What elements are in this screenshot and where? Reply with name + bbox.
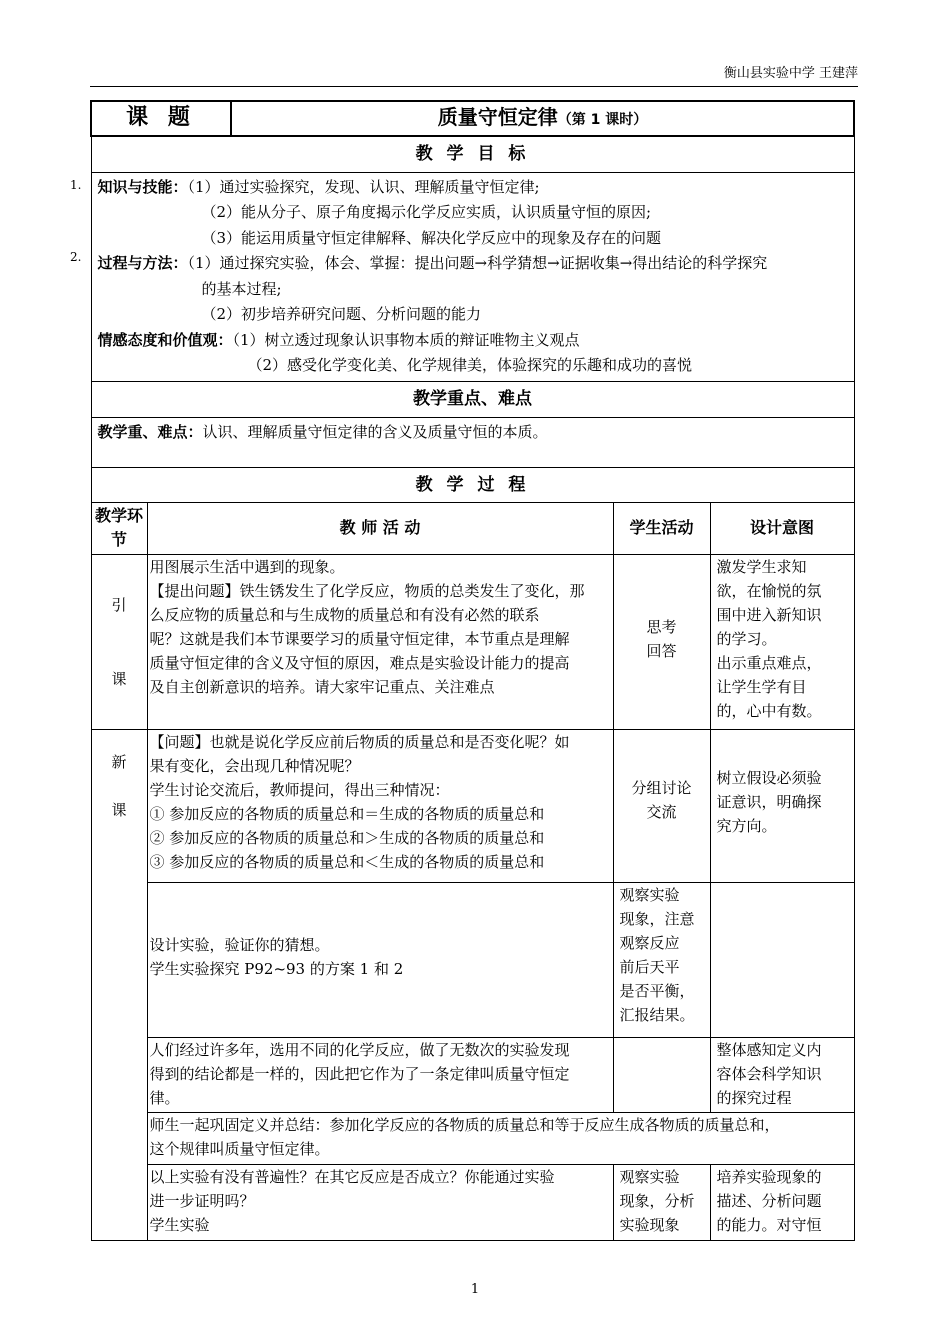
keypoints-text: 认识、理解质量守恒定律的含义及质量守恒的本质。 <box>202 422 548 441</box>
process-heading-row <box>91 467 854 502</box>
newlesson-row2-student-line-1: 观察实验 <box>619 885 680 904</box>
intro-teacher-line-1: 用图展示生活中遇到的现象。 <box>149 557 345 576</box>
newlesson-row5-teacher-line-2: 进一步证明吗？ <box>149 1191 255 1210</box>
title-cell <box>231 101 854 136</box>
newlesson-row2-student-line-4: 前后天平 <box>619 957 680 976</box>
keypoints-heading-cell <box>91 381 854 417</box>
newlesson-row3-teacher-line-1: 人们经过许多年，选用不同的化学反应，做了无数次的实验发现 <box>149 1040 570 1059</box>
newlesson-row4-line-1: 师生一起巩固定义并总结：参加化学反应的各物质的质量总和等于反应生成各物质的质量总和， <box>149 1115 780 1134</box>
intro-intent-cell <box>710 554 854 729</box>
keypoints-heading: 教学重点、难点 <box>413 389 533 409</box>
newlesson-row5-intent-line-1: 培养实验现象的 <box>716 1167 822 1186</box>
newlesson-row3-intent-line-3: 的探究过程 <box>716 1088 792 1107</box>
emotion-item-2: （2）感受化学变化美、化学规律美，体验探究的乐趣和成功的喜悦 <box>247 356 693 374</box>
emotion-item-1: （1）树立透过现象认识事物本质的辩证唯物主义观点 <box>232 330 580 349</box>
objectives-row <box>91 172 854 381</box>
newlesson-row1-intent-line-1: 树立假设必须验 <box>716 768 822 787</box>
newlesson-row5-intent-line-3: 的能力。对守恒 <box>716 1215 822 1234</box>
process-item-2: （2）初步培养研究问题、分析问题的能力 <box>201 305 482 323</box>
newlesson-row-4 <box>91 1112 854 1164</box>
col-header-intent-label: 设计意图 <box>750 518 815 537</box>
intro-intent-line-6: 让学生学有目 <box>716 677 807 696</box>
newlesson-row4-line-2: 这个规律叫质量守恒定律。 <box>149 1139 330 1158</box>
keypoints-heading-row <box>91 381 854 417</box>
newlesson-row2-student-line-3: 观察反应 <box>619 933 680 952</box>
keypoints-row <box>91 417 854 467</box>
list-marker-2: 2. <box>70 250 82 264</box>
newlesson-stage-cell <box>91 729 147 1240</box>
newlesson-row-1 <box>91 729 854 882</box>
newlesson-row1-intent-line-2: 证意识，明确探 <box>716 792 822 811</box>
intro-row <box>91 554 854 729</box>
col-header-student <box>613 502 710 554</box>
intro-intent-line-1: 激发学生求知 <box>716 557 807 576</box>
keypoints-label: 教学重、难点： <box>97 422 203 441</box>
newlesson-row3-teacher-line-3: 律。 <box>149 1088 180 1107</box>
header-school: 衡山县实验中学 王建萍 <box>723 66 858 81</box>
newlesson-row1-student-line-2: 交流 <box>646 802 677 821</box>
col-header-teacher <box>147 502 613 554</box>
intro-student-line-2: 回答 <box>646 641 677 660</box>
col-header-student-label: 学生活动 <box>629 518 694 537</box>
newlesson-row5-student-cell <box>613 1164 710 1240</box>
intro-stage-1: 引 <box>111 595 127 614</box>
objectives-heading-row <box>91 136 854 172</box>
title-label-cell <box>91 101 231 136</box>
newlesson-row5-teacher-line-1: 以上实验有没有普遍性？在其它反应是否成立？你能通过实验 <box>149 1167 555 1186</box>
newlesson-row5-intent-cell <box>710 1164 854 1240</box>
newlesson-row2-student-line-5: 是否平衡， <box>619 981 695 1000</box>
intro-stage-2: 课 <box>111 669 127 688</box>
newlesson-row1-student-cell <box>613 729 710 882</box>
process-label: 过程与方法： <box>97 254 188 272</box>
newlesson-row1-intent-cell <box>710 729 854 882</box>
col-header-teacher-label: 教 师 活 动 <box>339 518 421 537</box>
newlesson-stage-1: 新 <box>111 752 127 771</box>
newlesson-row1-teacher-line-5: ② 参加反应的各物质的质量总和＞生成的各物质的质量总和 <box>149 828 545 847</box>
intro-teacher-line-4: 呢？这就是我们本节课要学习的质量守恒定律，本节重点是理解 <box>149 629 570 648</box>
newlesson-row3-intent-cell <box>710 1037 854 1112</box>
intro-intent-line-5: 出示重点难点， <box>716 653 822 672</box>
newlesson-row3-teacher-cell <box>147 1037 613 1112</box>
emotion-label: 情感态度和价值观： <box>97 330 233 349</box>
lesson-plan-table <box>90 100 855 1241</box>
intro-teacher-cell <box>147 554 613 729</box>
process-item-1: （1）通过探究实验，体会、掌握：提出问题→科学猜想→证据收集→得出结论的科学探究 <box>187 254 768 272</box>
intro-teacher-line-2: 【提出问题】铁生锈发生了化学反应，物质的总类发生了变化，那 <box>149 581 585 600</box>
newlesson-row3-intent-line-2: 容体会科学知识 <box>716 1064 822 1083</box>
intro-teacher-line-3: 么反应物的质量总和与生成物的质量总和有没有必然的联系 <box>149 605 540 624</box>
newlesson-row2-student-line-2: 现象，注意 <box>619 909 695 928</box>
knowledge-label: 知识与技能： <box>97 177 188 196</box>
intro-intent-line-4: 的学习。 <box>716 629 777 648</box>
intro-stage-cell <box>91 554 147 729</box>
newlesson-row1-teacher-line-3: 学生讨论交流后，教师提问，得出三种情况： <box>149 780 450 799</box>
intro-intent-line-7: 的，心中有数。 <box>716 701 822 720</box>
newlesson-row5-student-line-2: 现象，分析 <box>619 1191 695 1210</box>
list-marker-1: 1. <box>70 178 82 192</box>
col-header-stage <box>91 502 147 554</box>
knowledge-item-2: （2）能从分子、原子角度揭示化学反应实质，认识质量守恒的原因; <box>201 203 652 221</box>
title-row <box>91 101 854 136</box>
intro-student-cell <box>613 554 710 729</box>
newlesson-row-2 <box>91 882 854 1037</box>
newlesson-row2-intent-cell <box>710 882 854 1037</box>
process-heading: 教 学 过 程 <box>415 474 530 495</box>
knowledge-item-1: （1）通过实验探究，发现、认识、理解质量守恒定律; <box>187 177 540 196</box>
objectives-cell <box>91 172 854 381</box>
newlesson-row5-student-line-1: 观察实验 <box>619 1167 680 1186</box>
newlesson-row1-teacher-line-2: 果有变化，会出现几种情况呢？ <box>149 756 360 775</box>
newlesson-row5-student-line-3: 实验现象 <box>619 1215 680 1234</box>
newlesson-row2-teacher-line-2: 学生实验探究 P92~93 的方案 1 和 2 <box>149 959 404 978</box>
newlesson-row3-teacher-line-2: 得到的结论都是一样的，因此把它作为了一条定律叫质量守恒定 <box>149 1064 570 1083</box>
col-header-intent <box>710 502 854 554</box>
newlesson-row3-intent-line-1: 整体感知定义内 <box>716 1040 822 1059</box>
intro-teacher-line-6: 及自主创新意识的培养。请大家牢记重点、关注难点 <box>149 677 495 696</box>
title-label: 课 题 <box>126 105 196 130</box>
newlesson-row1-teacher-line-4: ① 参加反应的各物质的质量总和＝生成的各物质的质量总和 <box>149 804 545 823</box>
objectives-heading-cell <box>91 136 854 172</box>
newlesson-row1-teacher-line-6: ③ 参加反应的各物质的质量总和＜生成的各物质的质量总和 <box>149 852 545 871</box>
newlesson-row1-intent-line-3: 究方向。 <box>716 816 777 835</box>
newlesson-row2-teacher-cell <box>147 882 613 1037</box>
newlesson-row5-intent-line-2: 描述、分析问题 <box>716 1191 822 1210</box>
newlesson-row-5 <box>91 1164 854 1240</box>
intro-intent-line-2: 欲，在愉悦的氛 <box>716 581 822 600</box>
col-header-stage-label: 教学环节 <box>94 506 143 549</box>
process-heading-cell <box>91 467 854 502</box>
newlesson-row1-teacher-line-1: 【问题】也就是说化学反应前后物质的质量总和是否变化呢？如 <box>149 732 570 751</box>
objectives-heading: 教 学 目 标 <box>415 144 530 165</box>
keypoints-cell <box>91 417 854 467</box>
page-number: 1 <box>470 1282 480 1297</box>
page-header <box>90 66 858 87</box>
newlesson-row4-cell <box>147 1112 854 1164</box>
newlesson-row2-teacher-line-1: 设计实验，验证你的猜想。 <box>149 935 330 954</box>
intro-student-line-1: 思考 <box>646 617 677 636</box>
newlesson-stage-2: 课 <box>111 800 127 819</box>
process-column-header-row <box>91 502 854 554</box>
newlesson-row1-student-line-1: 分组讨论 <box>631 778 692 797</box>
knowledge-item-3: （3）能运用质量守恒定律解释、解决化学反应中的现象及存在的问题 <box>201 228 662 247</box>
process-item-1-cont: 的基本过程; <box>201 279 282 298</box>
newlesson-row5-teacher-line-3: 学生实验 <box>149 1215 210 1234</box>
lesson-subtitle: （第 1 课时） <box>557 112 648 128</box>
lesson-title: 质量守恒定律 <box>437 105 558 129</box>
newlesson-row2-student-cell <box>613 882 710 1037</box>
newlesson-row5-teacher-cell <box>147 1164 613 1240</box>
intro-intent-line-3: 围中进入新知识 <box>716 605 822 624</box>
newlesson-row2-student-line-6: 汇报结果。 <box>619 1005 695 1024</box>
newlesson-row1-teacher-cell <box>147 729 613 882</box>
intro-teacher-line-5: 质量守恒定律的含义及守恒的原因，难点是实验设计能力的提高 <box>149 653 570 672</box>
newlesson-row-3 <box>91 1037 854 1112</box>
newlesson-row3-student-cell <box>613 1037 710 1112</box>
